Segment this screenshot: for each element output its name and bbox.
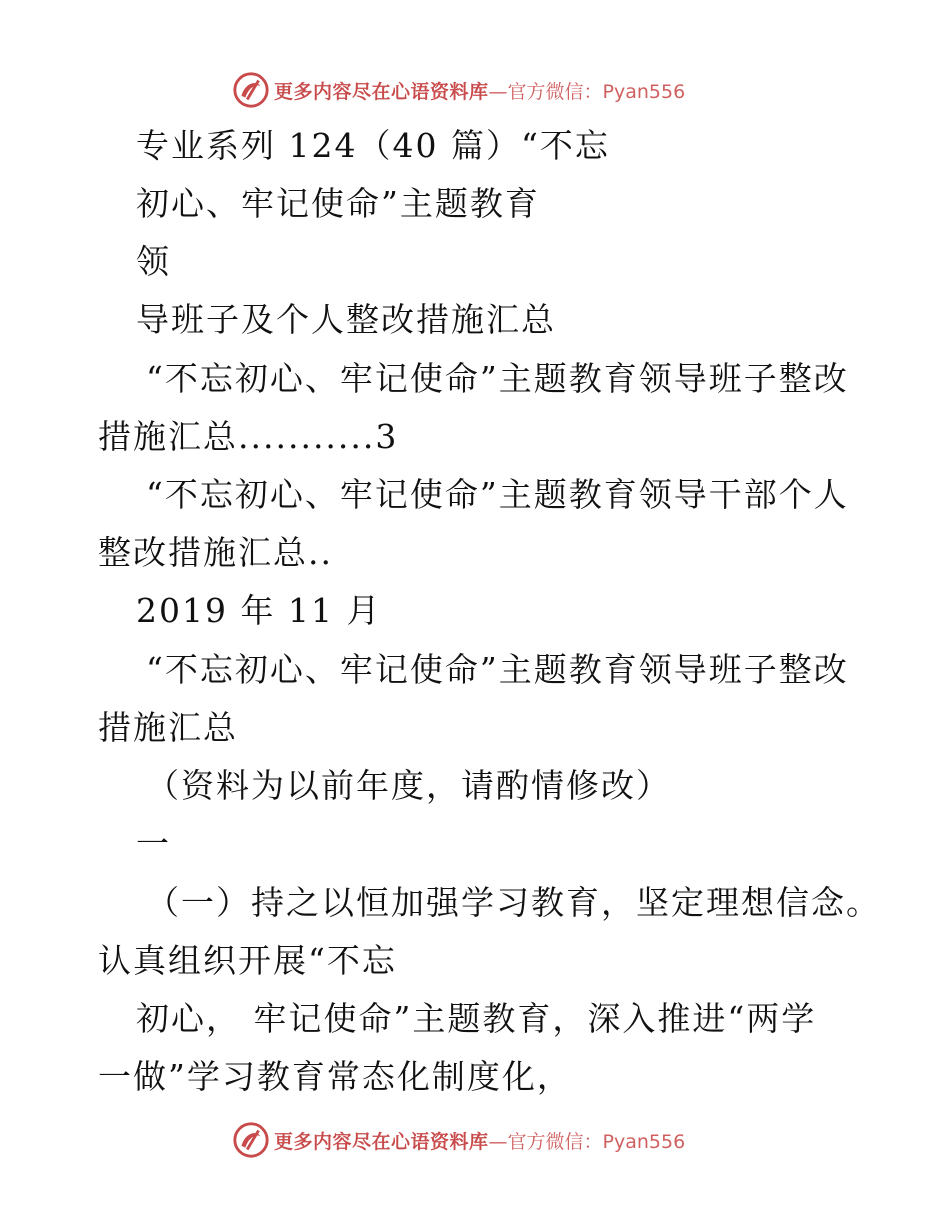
doc-line: 初心、牢记使命”主题教育 — [136, 184, 540, 223]
red-swirl-logo-icon — [232, 1121, 270, 1159]
doc-line: “不忘初心、牢记使命”主题教育领导班子整改 — [146, 650, 849, 689]
doc-line: 一 — [136, 824, 171, 863]
doc-line: 措施汇总 — [98, 708, 238, 747]
doc-line: 领 — [136, 242, 171, 281]
doc-line: “不忘初心、牢记使命”主题教育领导干部个人 — [146, 475, 849, 514]
doc-line: 一做”学习教育常态化制度化， — [98, 1057, 572, 1096]
doc-line: 专业系列 124（40 篇）“不忘 — [136, 126, 610, 165]
doc-line: 初心， 牢记使命”主题教育，深入推进“两学 — [136, 999, 817, 1038]
header-banner — [232, 70, 685, 110]
doc-line: 2019 年 11 月 — [136, 591, 382, 630]
doc-line: 措施汇总...........3 — [98, 417, 399, 456]
doc-line: 认真组织开展“不忘 — [98, 941, 397, 980]
footer-brand-text: 更多内容尽在心语资料库 — [274, 1130, 489, 1153]
doc-line: （一）持之以恒加强学习教育，坚定理想信念。 — [146, 883, 881, 922]
doc-line: 导班子及个人整改措施汇总 — [136, 300, 556, 339]
footer-wechat-text: —官方微信：Pyan556 — [488, 1130, 686, 1153]
header-wechat-text: —官方微信：Pyan556 — [488, 80, 686, 103]
doc-line: 整改措施汇总.. — [98, 533, 333, 572]
footer-banner — [232, 1120, 685, 1160]
doc-line: “不忘初心、牢记使命”主题教育领导班子整改 — [146, 359, 849, 398]
doc-line: （资料为以前年度，请酌情修改） — [146, 766, 671, 805]
header-brand-text: 更多内容尽在心语资料库 — [274, 80, 489, 103]
red-swirl-logo-icon — [232, 71, 270, 109]
